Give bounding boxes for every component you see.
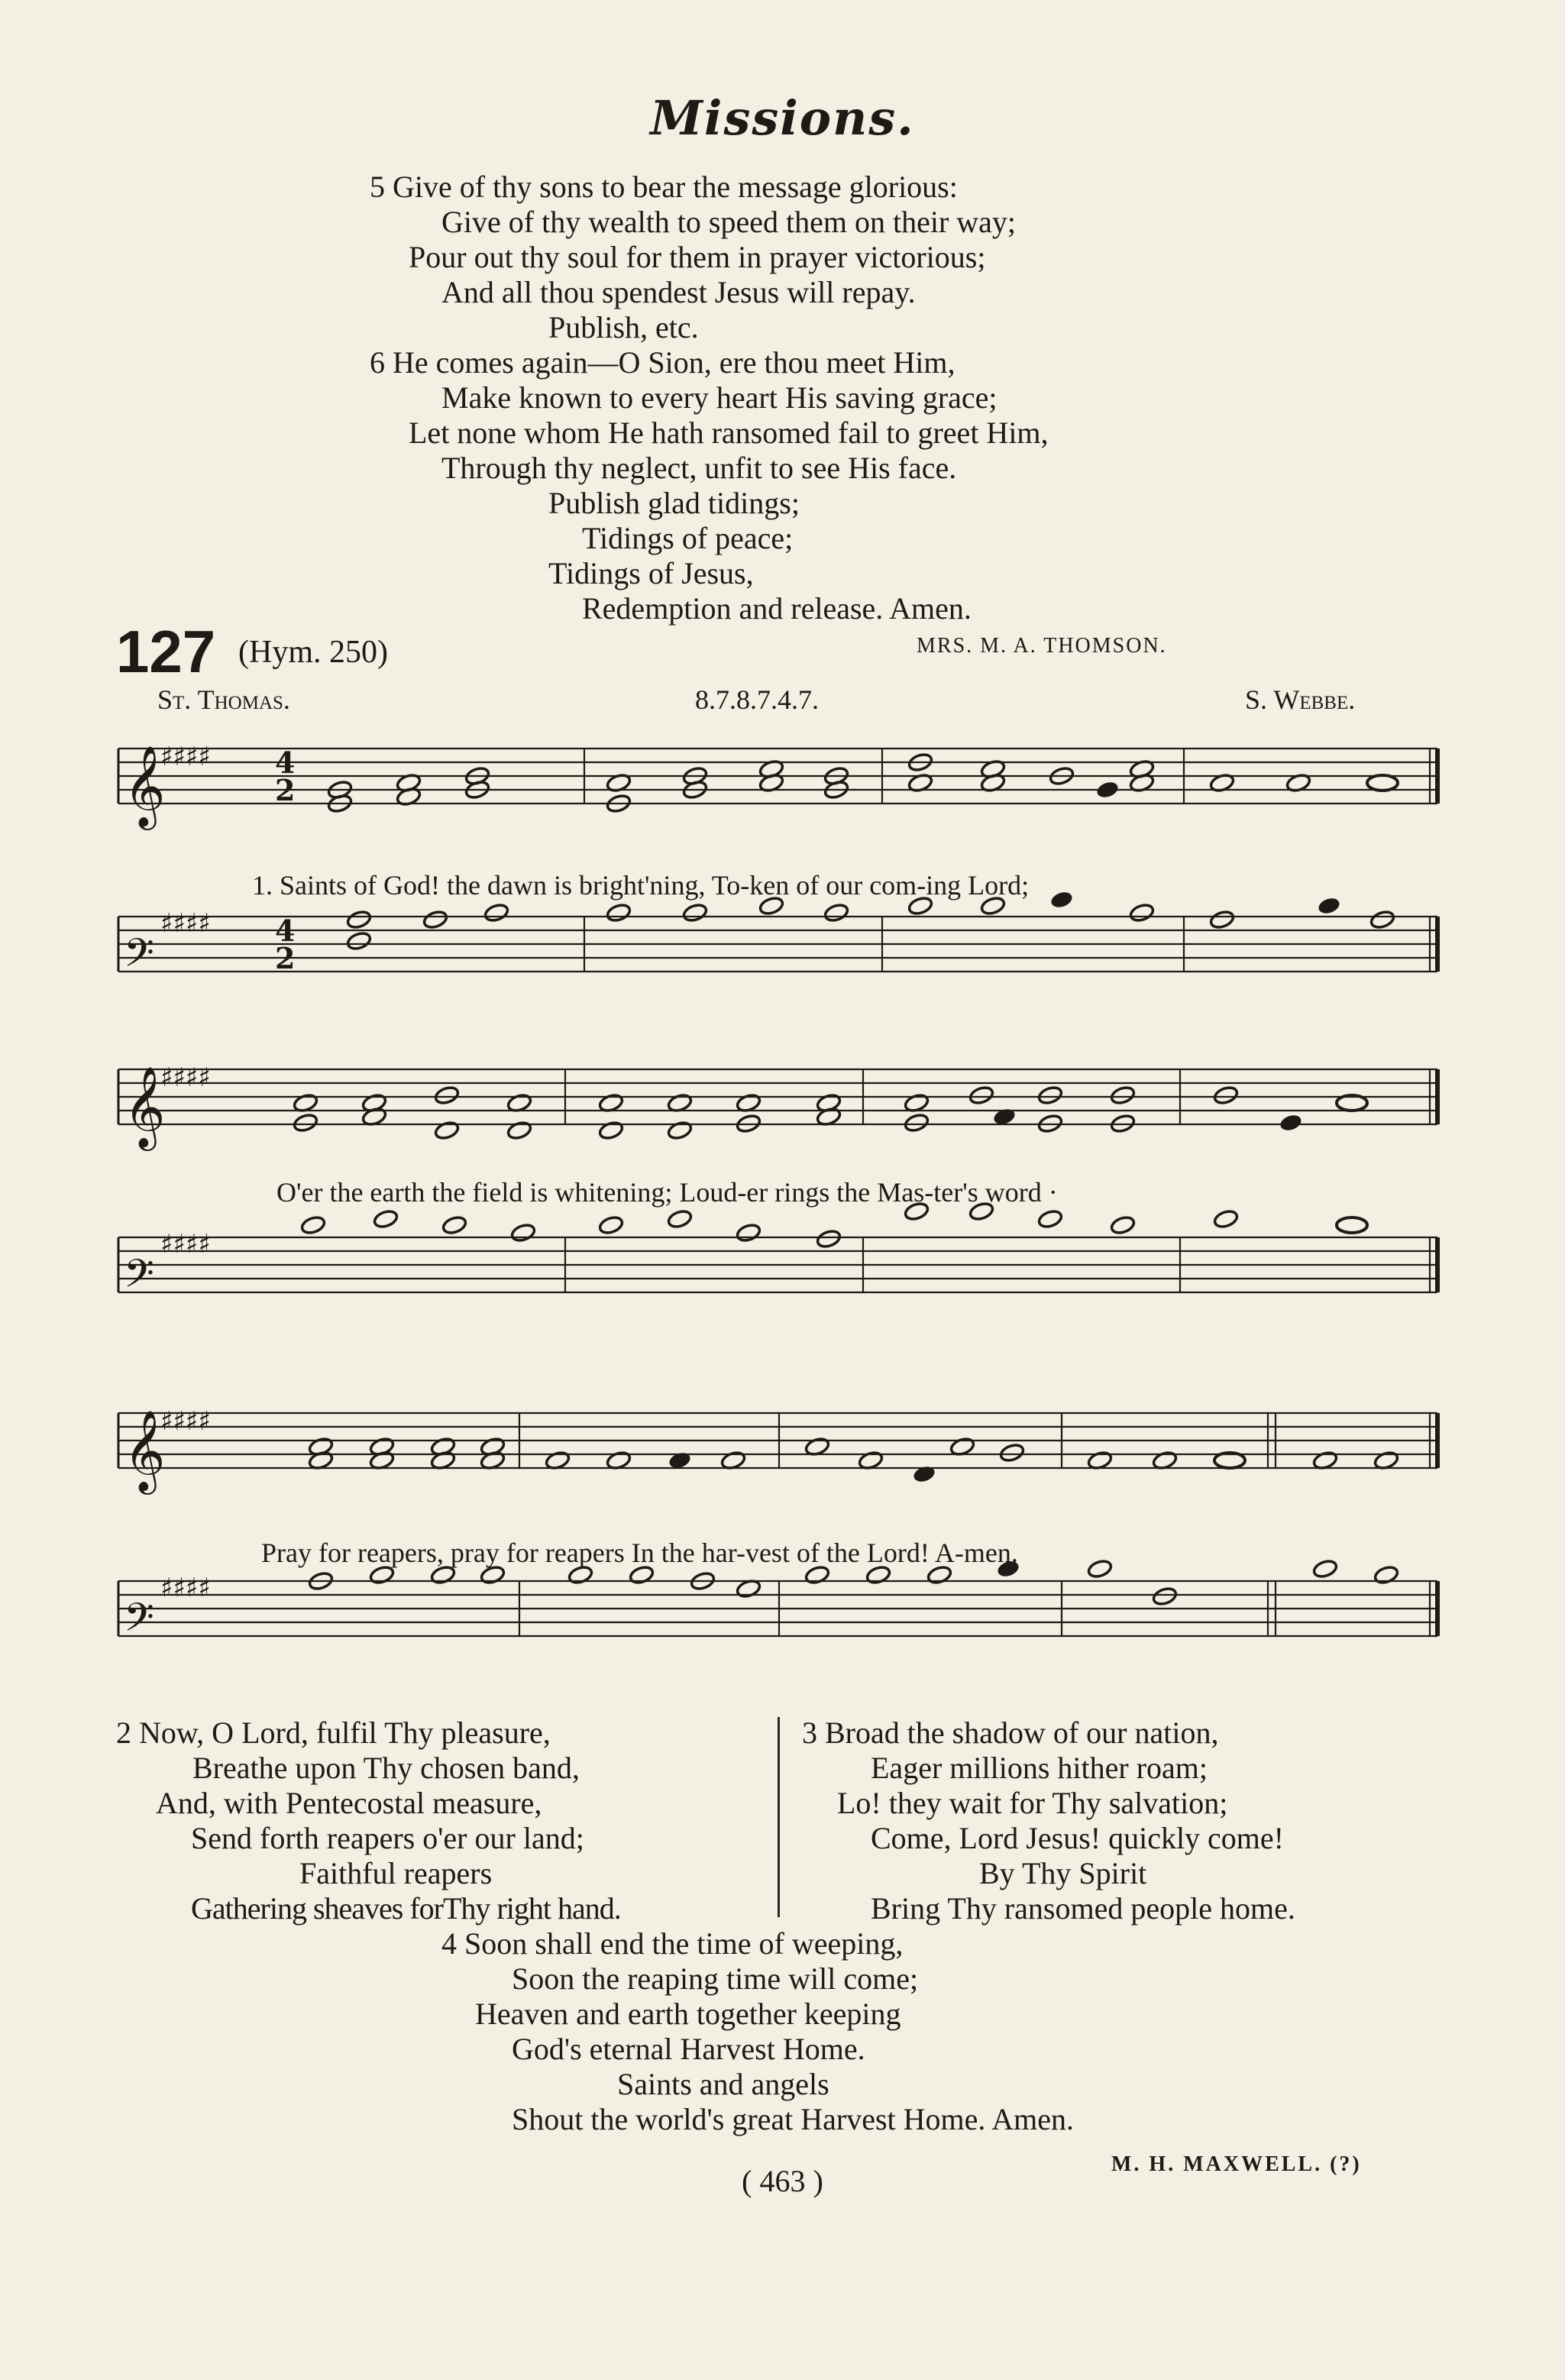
verse-line: Bring Thy ransomed people home. xyxy=(871,1891,1295,1926)
time-signature-bottom-bass: 2 xyxy=(275,941,296,975)
verse-line: Publish glad tidings; xyxy=(548,486,800,520)
page-number: ( 463 ) xyxy=(742,2164,823,2198)
svg-text:♯♯♯♯: ♯♯♯♯ xyxy=(160,1573,211,1603)
hymn-reference: (Hym. 250) xyxy=(238,635,388,670)
verse-line: Tidings of peace; xyxy=(582,521,794,555)
verse-line: 6 He comes again—O Sion, ere thou meet Him, xyxy=(370,345,955,380)
treble-clef-icon: 𝄞 xyxy=(124,1066,166,1147)
hymn-number: 127 xyxy=(116,618,216,685)
bass-clef-icon: 𝄢 xyxy=(124,930,154,985)
time-signature-bottom: 2 xyxy=(275,773,296,807)
svg-text:♯♯♯♯: ♯♯♯♯ xyxy=(160,1062,211,1093)
treble-clef-icon: 𝄞 xyxy=(124,1409,166,1491)
verse-line: And, with Pentecostal measure, xyxy=(156,1786,542,1820)
verse-line: Come, Lord Jesus! quickly come! xyxy=(871,1821,1284,1855)
verse-line: 5 Give of thy sons to bear the message glorious: xyxy=(370,170,958,204)
time-signature-top: 4 xyxy=(275,745,296,780)
verse-line: Tidings of Jesus, xyxy=(548,556,754,590)
section-title: Missions. xyxy=(650,90,915,146)
verse-line: Eager millions hither roam; xyxy=(871,1751,1208,1785)
verse-line: Pour out thy soul for them in prayer victorious; xyxy=(409,240,986,274)
tune-name: St. Thomas. xyxy=(157,684,290,715)
verse-line: Heaven and earth together keeping xyxy=(475,1997,901,2031)
verse-line: And all thou spendest Jesus will repay. xyxy=(441,275,916,309)
verse-line: Lo! they wait for Thy salvation; xyxy=(837,1786,1228,1820)
lyric-line-1: 1. Saints of God! the dawn is bright'ning, To-ken of our com-ing Lord; xyxy=(252,870,1030,901)
verse-line: Through thy neglect, unfit to see His face. xyxy=(441,451,957,485)
lyric-line-3: Pray for reapers, pray for reapers In the har-vest of the Lord! A-men. xyxy=(261,1538,1018,1568)
verse-line: Saints and angels xyxy=(617,2067,829,2101)
svg-text:♯♯♯♯: ♯♯♯♯ xyxy=(160,908,211,939)
verse-line: Gathering sheaves forThy right hand. xyxy=(191,1891,621,1926)
notes-system-1 xyxy=(327,752,1398,951)
hymn-meter: 8.7.8.7.4.7. xyxy=(695,684,819,715)
staff-system-3 xyxy=(118,1413,1437,1636)
verse-line: 3 Broad the shadow of our nation, xyxy=(802,1715,1219,1750)
notes-system-2 xyxy=(293,1085,1367,1249)
verse-line: Send forth reapers o'er our land; xyxy=(191,1821,584,1855)
staff-system-1 xyxy=(118,749,1437,972)
verse-line: Give of thy wealth to speed them on their way; xyxy=(441,205,1017,239)
bass-clef-icon: 𝄢 xyxy=(124,1594,154,1650)
verse-line: 4 Soon shall end the time of weeping, xyxy=(441,1926,904,1961)
verse-line: Breathe upon Thy chosen band, xyxy=(192,1751,580,1785)
verse-line: 2 Now, O Lord, fulfil Thy pleasure, xyxy=(116,1715,551,1750)
verse-author: M. H. MAXWELL. (?) xyxy=(1111,2152,1362,2176)
verse-line: God's eternal Harvest Home. xyxy=(512,2032,865,2066)
svg-text:♯♯♯♯: ♯♯♯♯ xyxy=(160,1406,211,1437)
lyric-line-2: O'er the earth the field is whitening; Loud-er rings the Mas-ter's word · xyxy=(276,1177,1058,1208)
verse-line: By Thy Spirit xyxy=(979,1856,1147,1890)
svg-text:♯♯♯♯: ♯♯♯♯ xyxy=(160,1229,211,1260)
verse-line: Shout the world's great Harvest Home. Amen. xyxy=(512,2102,1074,2136)
verse-line: Faithful reapers xyxy=(299,1856,493,1890)
tune-composer: S. Webbe. xyxy=(1245,684,1356,715)
verse-line: Make known to every heart His saving grace; xyxy=(441,380,998,415)
column-divider xyxy=(778,1717,780,1917)
verse-line: Soon the reaping time will come; xyxy=(512,1961,919,1996)
verse-line: Let none whom He hath ransomed fail to greet Him, xyxy=(409,416,1049,450)
hymn-author: MRS. M. A. THOMSON. xyxy=(917,634,1167,658)
treble-clef-icon: 𝄞 xyxy=(124,745,166,826)
verse-line: Redemption and release. Amen. xyxy=(582,591,972,626)
time-signature-top-bass: 4 xyxy=(275,914,296,948)
svg-text:♯♯♯♯: ♯♯♯♯ xyxy=(160,742,211,772)
bass-clef-icon: 𝄢 xyxy=(124,1250,154,1306)
verse-line: Publish, etc. xyxy=(548,310,699,344)
